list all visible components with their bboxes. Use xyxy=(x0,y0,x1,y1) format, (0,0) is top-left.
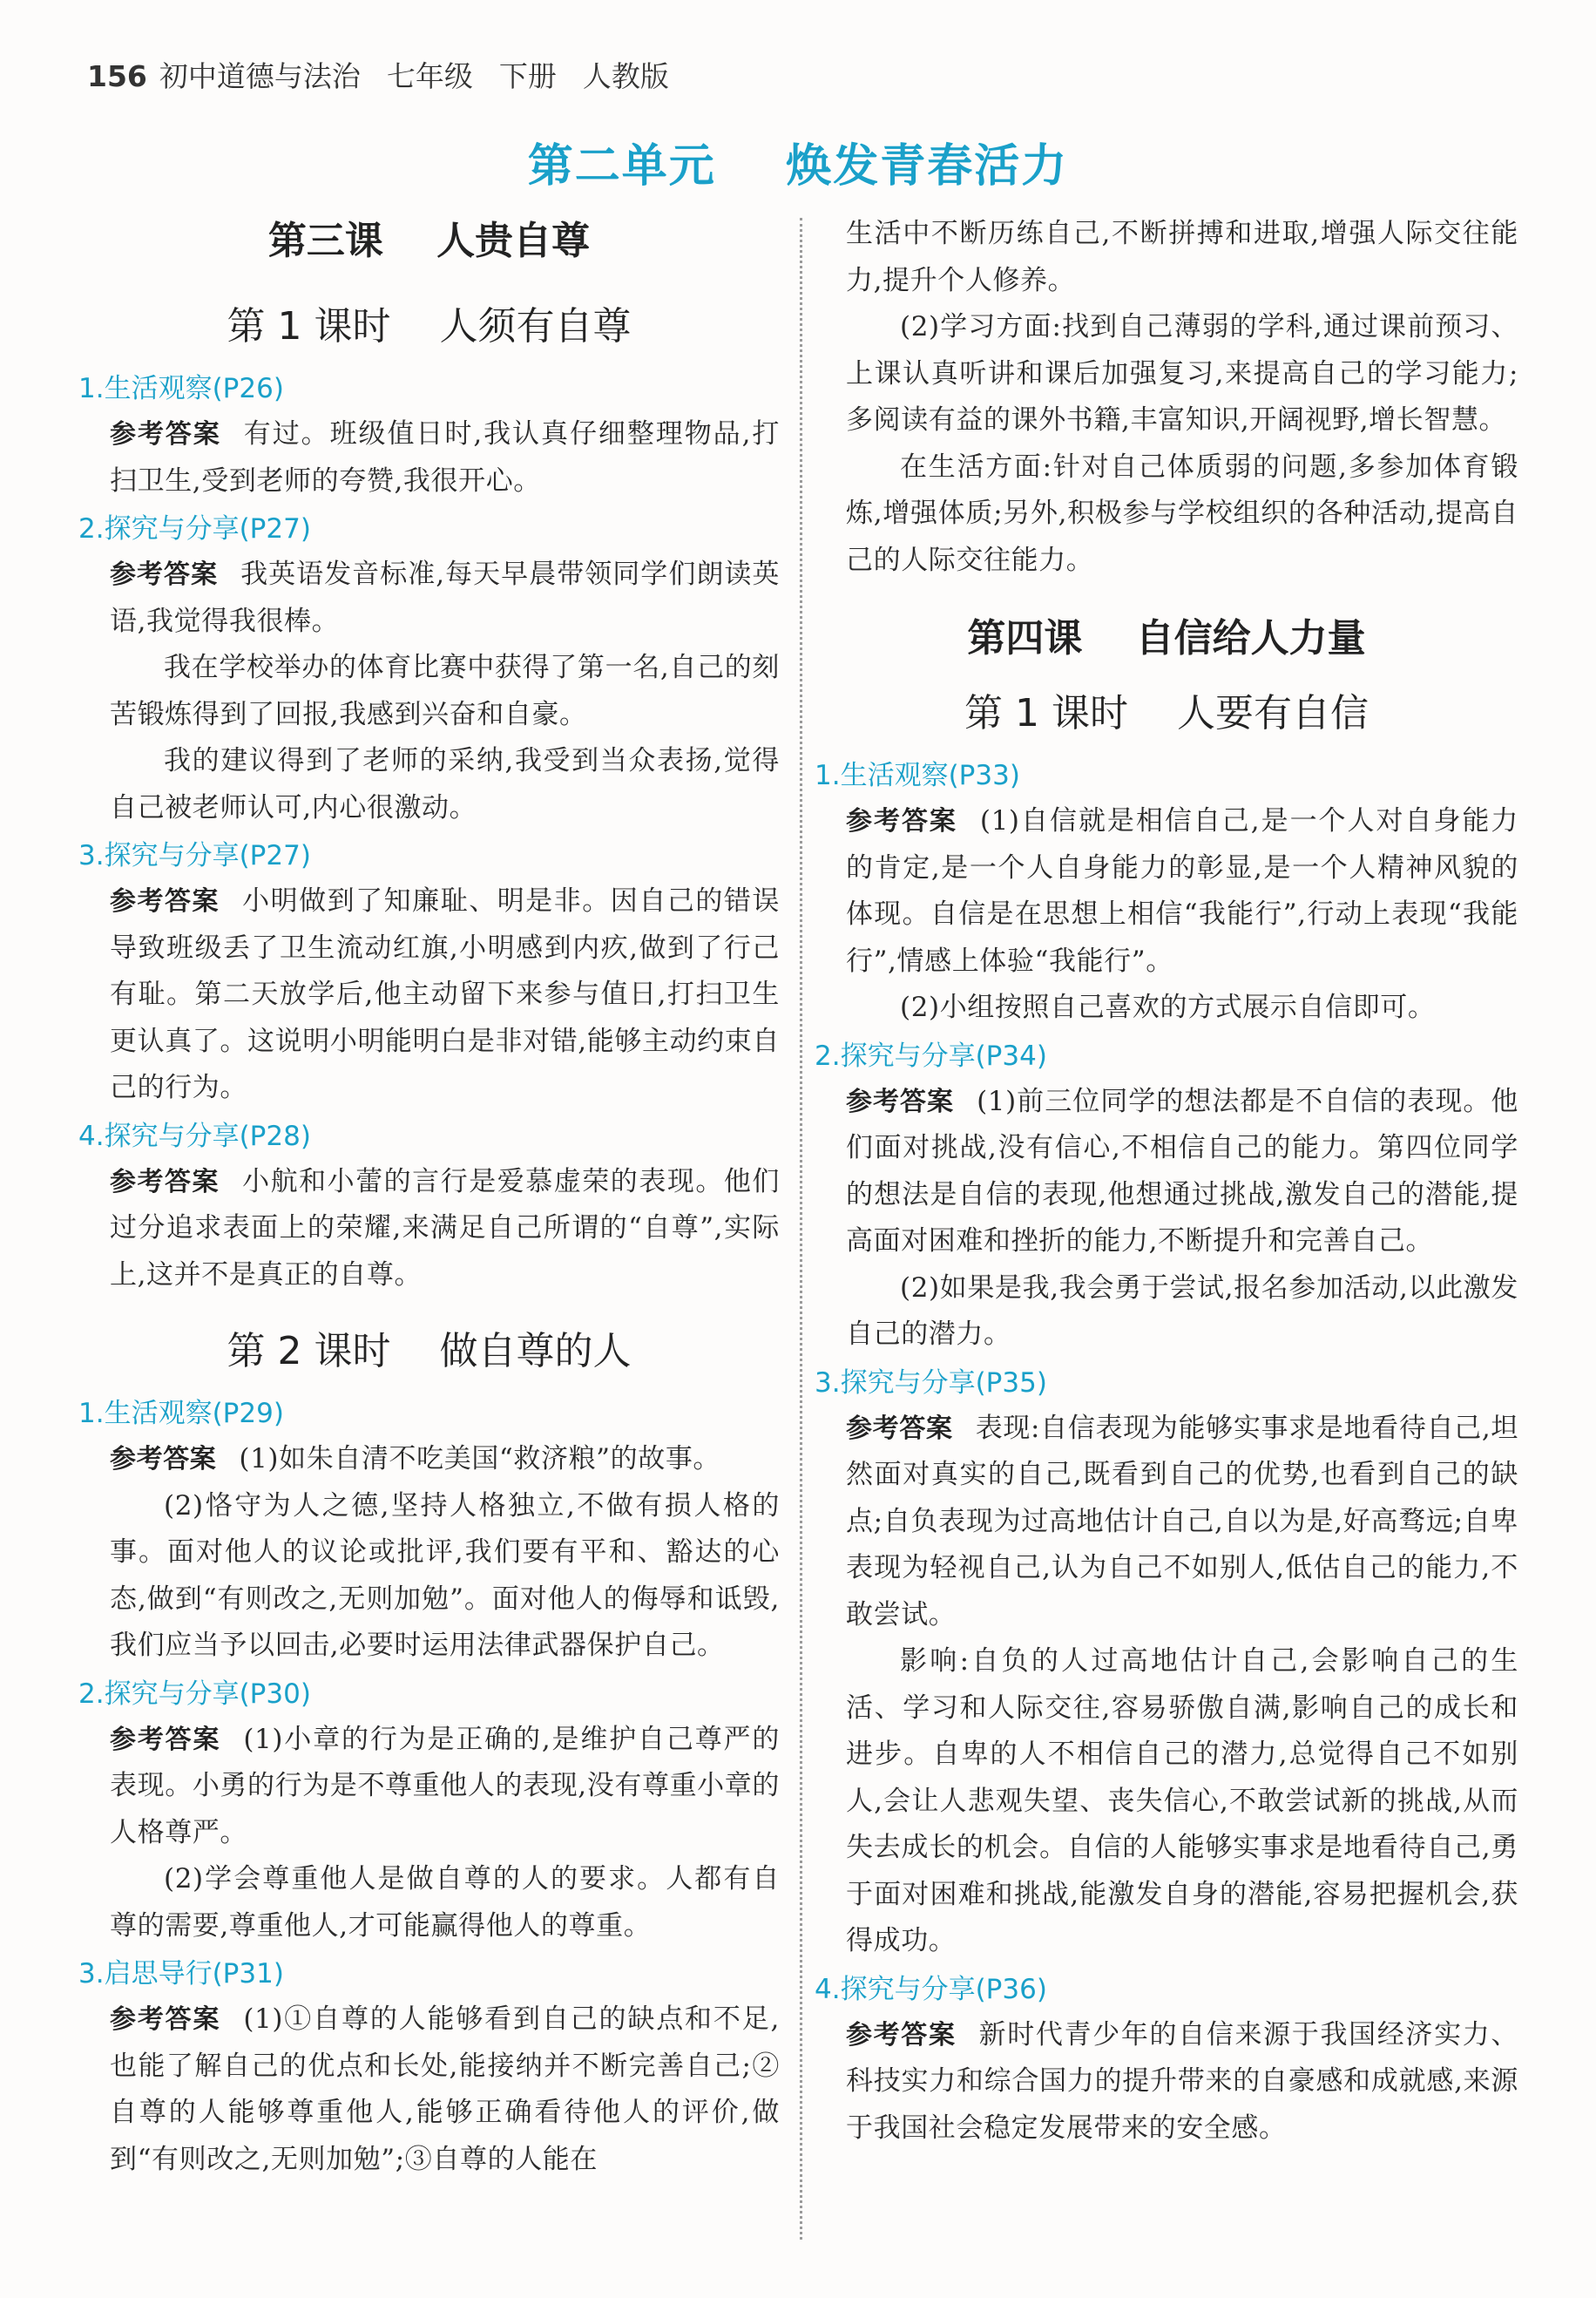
section xyxy=(815,1364,1518,1965)
answer-label: 参考答案 xyxy=(110,1444,217,1474)
continued-paragraph: 生活中不断历练自己,不断拼搏和进取,增强人际交往能力,提升个人修养。 xyxy=(846,218,1518,296)
answer-text: (1)自信就是相信自己,是一个人对自身能力的肯定,是一个人自身能力的彰显,是一个人精神风貌的体现。自信是在思想上相信“我能行”,行动上表现“我能行”,情感上体验“我能行”。 xyxy=(846,805,1518,977)
page-number: 156 xyxy=(87,59,147,93)
question-page-ref: (P28) xyxy=(239,1120,311,1152)
answer-text: 表现:自信表现为能够实事求是地看待自己,坦然面对真实的自己,既看到自己的优势,也看到自己的缺点;自负表现为过高地估计自己,自以为是,好高骛远;自卑表现为轻视自己,认为自己不如别人,低估自己的能力,不敢尝试。 xyxy=(846,1412,1518,1630)
section xyxy=(815,1970,1518,2152)
question-page-ref: (P30) xyxy=(239,1678,311,1710)
answer-label: 参考答案 xyxy=(110,886,220,917)
section xyxy=(78,369,780,505)
question-heading xyxy=(78,510,780,548)
right-column xyxy=(815,211,1518,2152)
answer-paragraph xyxy=(815,1406,1518,1639)
answer-text: 我在学校举办的体育比赛中获得了第一名,自己的刻苦锻炼得到了回报,我感到兴奋和自豪。 xyxy=(110,652,780,730)
answer-paragraph xyxy=(78,645,780,738)
question-title: 4.探究与分享 xyxy=(78,1120,240,1152)
answer-label: 参考答案 xyxy=(110,419,221,450)
answer-paragraph xyxy=(78,1436,780,1483)
answer-text: 我的建议得到了老师的采纳,我受到当众表扬,觉得自己被老师认可,内心很激动。 xyxy=(110,745,780,824)
question-page-ref: (P26) xyxy=(212,373,284,404)
answer-text: 有过。班级值日时,我认真仔细整理物品,打扫卫生,受到老师的夸赞,我很开心。 xyxy=(110,418,780,497)
question-page-ref: (P31) xyxy=(212,1958,284,1990)
answer-text: (2)如果是我,我会勇于尝试,报名参加活动,以此激发自己的潜力。 xyxy=(846,1271,1518,1350)
answer-paragraph xyxy=(78,1717,780,1857)
section xyxy=(78,1955,780,2183)
answer-text: (1)如朱自清不吃美国“救济粮”的故事。 xyxy=(239,1443,721,1474)
answer-text: 小航和小蕾的言行是爱慕虚荣的表现。他们过分追求表面上的荣耀,来满足自己所谓的“自尊”,实际上,这并不是真正的自尊。 xyxy=(110,1165,780,1291)
answer-label: 参考答案 xyxy=(846,1413,953,1444)
answer-text: (2)小组按照自己喜欢的方式展示自信即可。 xyxy=(900,992,1436,1023)
answer-text: (1)①自尊的人能够看到自己的缺点和不足,也能了解自己的优点和长处,能接纳并不断完善自己;②自尊的人能够尊重他人,能够正确看待他人的评价,做到“有则改之,无则加勉”;③自尊的人能在 xyxy=(110,2003,780,2175)
period-title: 第 1 课时 人要有自信 xyxy=(964,691,1369,735)
section xyxy=(78,510,780,831)
answer-paragraph xyxy=(815,1265,1518,1359)
answer-label: 参考答案 xyxy=(110,1166,220,1197)
answer-label: 参考答案 xyxy=(110,559,219,590)
section xyxy=(78,837,780,1112)
question-title: 1.生活观察 xyxy=(78,1398,213,1429)
column-divider xyxy=(800,218,802,2240)
answer-paragraph xyxy=(78,1856,780,1949)
question-page-ref: (P33) xyxy=(948,760,1020,791)
book-name: 初中道德与法治 xyxy=(159,59,361,93)
question-title: 1.生活观察 xyxy=(815,760,949,791)
question-title: 2.探究与分享 xyxy=(78,1678,240,1710)
answer-text: (1)小章的行为是正确的,是维护自己尊严的表现。小勇的行为是不尊重他人的表现,没有尊重小章的人格尊严。 xyxy=(110,1723,780,1848)
publisher: 人教版 xyxy=(582,59,669,93)
question-heading xyxy=(78,369,780,408)
section xyxy=(78,1675,780,1950)
section xyxy=(815,1037,1518,1359)
answer-text: (2)恪守为人之德,坚持人格独立,不做有损人格的事。面对他人的议论或批评,我们要有平和、豁达的心态,做到“有则改之,无则加勉”。面对他人的侮辱和诋毁,我们应当予以回击,必要时运用法律武器保护自己。 xyxy=(110,1489,780,1661)
answer-paragraph xyxy=(815,985,1518,1032)
answer-paragraph xyxy=(78,411,780,505)
question-page-ref: (P35) xyxy=(975,1366,1047,1399)
question-heading xyxy=(815,1037,1518,1075)
answer-text: 我英语发音标准,每天早晨带领同学们朗读英语,我觉得我很棒。 xyxy=(110,559,780,637)
unit-title: 第二单元 焕发青春活力 xyxy=(527,140,1069,193)
continued-paragraph: 在生活方面:针对自己体质弱的问题,多参加体育锻炼,增强体质;另外,积极参与学校组织的各种活动,提高自己的人际交往能力。 xyxy=(846,451,1518,576)
answer-paragraph xyxy=(815,798,1518,985)
answer-label: 参考答案 xyxy=(110,2004,221,2035)
section xyxy=(78,1394,780,1670)
answer-label: 参考答案 xyxy=(846,806,957,837)
question-page-ref: (P27) xyxy=(239,840,311,871)
answer-paragraph xyxy=(78,1159,780,1299)
volume: 下册 xyxy=(498,59,557,93)
question-title: 1.生活观察 xyxy=(78,373,213,404)
continued-paragraph: (2)学习方面:找到自己薄弱的学科,通过课前预习、上课认真听讲和课后加强复习,来提高自己的学习能力;多阅读有益的课外书籍,丰富知识,开阔视野,增长智慧。 xyxy=(846,311,1518,436)
section xyxy=(78,1117,780,1299)
page-header xyxy=(87,54,669,95)
answer-text: 小明做到了知廉耻、明是非。因自己的错误导致班级丢了卫生流动红旗,小明感到内疚,做到了行己有耻。第二天放学后,他主动留下来参与值日,打扫卫生更认真了。这说明小明能明白是非对错,能够主动约束自己的行为。 xyxy=(110,885,780,1103)
question-heading xyxy=(815,1364,1518,1402)
period-title: 第 2 课时 做自尊的人 xyxy=(227,1329,632,1373)
answer-text: 新时代青少年的自信来源于我国经济实力、科技实力和综合国力的提升带来的自豪感和成就感,来源于我国社会稳定发展带来的安全感。 xyxy=(846,2018,1518,2144)
answer-paragraph xyxy=(78,552,780,645)
answer-text: (1)前三位同学的想法都是不自信的表现。他们面对挑战,没有信心,不相信自己的能力。第四位同学的想法是自信的表现,他想通过挑战,激发自己的潜能,提高面对困难和挫折的能力,不断提升和完善自己。 xyxy=(846,1085,1518,1257)
lesson-title: 第三课 人贵自尊 xyxy=(267,219,591,263)
answer-paragraph xyxy=(78,1483,780,1670)
answer-label: 参考答案 xyxy=(846,1086,955,1117)
answer-paragraph xyxy=(78,738,780,831)
answer-paragraph xyxy=(78,1996,780,2183)
question-page-ref: (P34) xyxy=(975,1040,1047,1072)
question-title: 3.探究与分享 xyxy=(815,1366,976,1399)
question-page-ref: (P36) xyxy=(975,1973,1047,2005)
question-title: 4.探究与分享 xyxy=(815,1973,976,2005)
answer-label: 参考答案 xyxy=(846,2019,957,2051)
answer-paragraph xyxy=(78,878,780,1112)
question-heading xyxy=(815,756,1518,795)
question-page-ref: (P27) xyxy=(239,513,311,545)
answer-text: 影响:自负的人过高地估计自己,会影响自己的生活、学习和人际交往,容易骄傲自满,影响自己的成长和进步。自卑的人不相信自己的潜力,总觉得自己不如别人,会让人悲观失望、丧失信心,不敢尝试新的挑战,从而失去成长的机会。自信的人能够实事求是地看待自己,勇于面对困难和挑战,能激发自身的潜能,容易把握机会,获得成功。 xyxy=(846,1645,1518,1956)
answer-paragraph xyxy=(815,1079,1518,1265)
lesson-title: 第四课 自信给人力量 xyxy=(967,616,1366,661)
question-heading xyxy=(78,1117,780,1156)
question-title: 3.启思导行 xyxy=(78,1958,213,1990)
answer-text: (2)学会尊重他人是做自尊的人的要求。人都有自尊的需要,尊重他人,才可能赢得他人的尊重。 xyxy=(110,1863,780,1942)
question-heading xyxy=(78,1675,780,1713)
grade: 七年级 xyxy=(386,59,473,93)
period-title: 第 1 课时 人须有自尊 xyxy=(227,304,632,349)
question-page-ref: (P29) xyxy=(212,1398,284,1429)
question-heading xyxy=(78,837,780,875)
left-column xyxy=(78,209,780,2183)
question-heading xyxy=(78,1394,780,1433)
question-heading xyxy=(815,1970,1518,2009)
question-title: 3.探究与分享 xyxy=(78,840,240,871)
section xyxy=(815,756,1518,1032)
answer-paragraph xyxy=(815,1638,1518,1965)
answer-label: 参考答案 xyxy=(110,1724,221,1755)
answer-paragraph xyxy=(815,2012,1518,2152)
question-title: 2.探究与分享 xyxy=(78,513,240,545)
question-heading xyxy=(78,1955,780,1993)
question-title: 2.探究与分享 xyxy=(815,1040,976,1072)
